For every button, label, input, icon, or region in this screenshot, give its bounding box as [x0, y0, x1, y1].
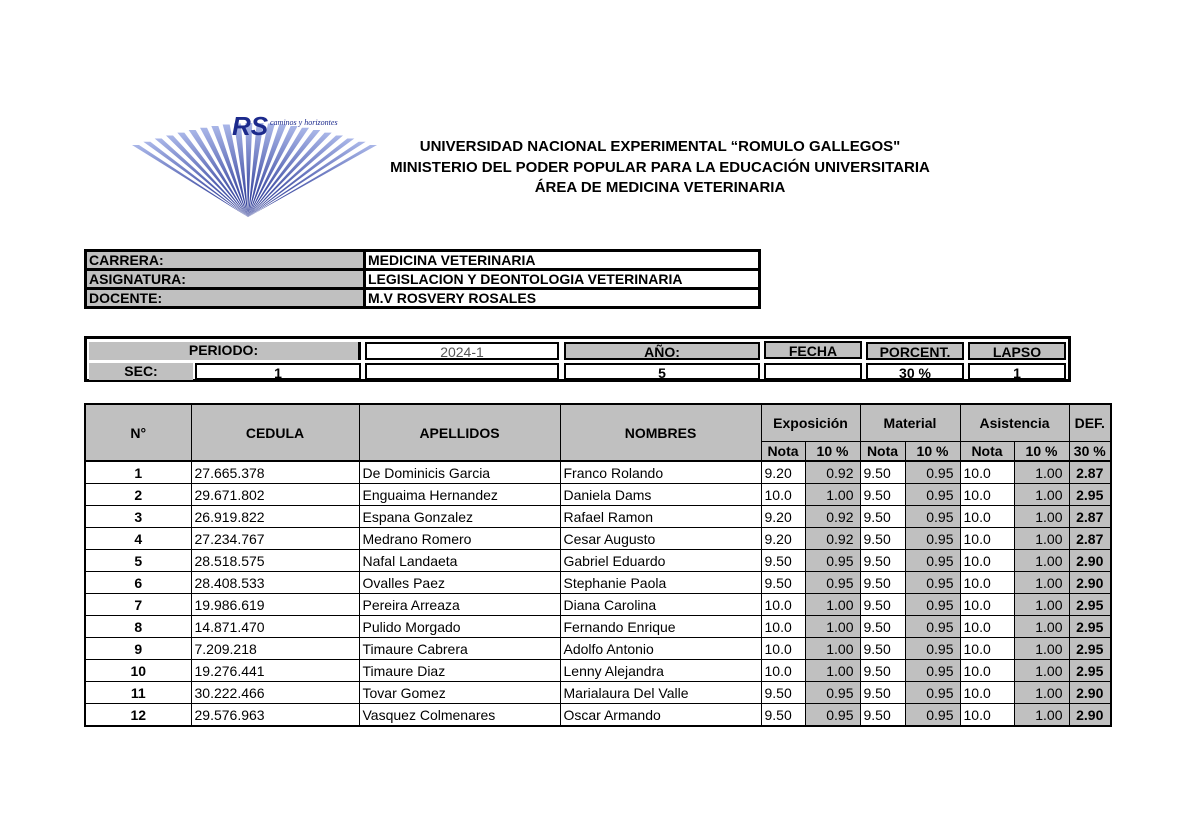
col-mat-nota: Nota — [860, 442, 905, 462]
cell-cedula: 28.408.533 — [191, 572, 359, 594]
cell-nombres: Daniela Dams — [560, 484, 761, 506]
cell-cedula: 26.919.822 — [191, 506, 359, 528]
col-asistencia: Asistencia — [960, 404, 1069, 442]
cell-asi-pct: 1.00 — [1014, 616, 1069, 638]
cell-apellidos: Ovalles Paez — [359, 572, 560, 594]
table-row — [85, 616, 1111, 638]
col-asi-nota: Nota — [960, 442, 1014, 462]
col-exp-pct: 10 % — [805, 442, 860, 462]
cell-apellidos: De Dominicis Garcia — [359, 461, 560, 484]
cell-exp-pct: 0.95 — [805, 572, 860, 594]
cell-exp-nota: 10.0 — [761, 484, 805, 506]
cell-mat-nota: 9.50 — [860, 528, 905, 550]
cell-def: 2.87 — [1069, 528, 1111, 550]
cell-def: 2.90 — [1069, 682, 1111, 704]
col-exposicion: Exposición — [761, 404, 860, 442]
cell-cedula: 19.276.441 — [191, 660, 359, 682]
cell-def: 2.95 — [1069, 594, 1111, 616]
cell-asi-pct: 1.00 — [1014, 550, 1069, 572]
cell-def: 2.95 — [1069, 616, 1111, 638]
cell-def: 2.87 — [1069, 461, 1111, 484]
cell-n: 8 — [85, 616, 191, 638]
cell-apellidos: Espana Gonzalez — [359, 506, 560, 528]
cell-cedula: 29.671.802 — [191, 484, 359, 506]
cell-exp-pct: 1.00 — [805, 594, 860, 616]
cell-mat-nota: 9.50 — [860, 704, 905, 727]
period-info — [84, 336, 1071, 382]
cell-def: 2.95 — [1069, 484, 1111, 506]
cell-exp-nota: 9.20 — [761, 461, 805, 484]
cell-cedula: 19.986.619 — [191, 594, 359, 616]
cell-exp-nota: 10.0 — [761, 638, 805, 660]
cell-mat-pct: 0.95 — [905, 682, 960, 704]
table-row — [85, 528, 1111, 550]
cell-asi-nota: 10.0 — [960, 616, 1014, 638]
cell-cedula: 27.665.378 — [191, 461, 359, 484]
cell-mat-nota: 9.50 — [860, 506, 905, 528]
cell-asi-pct: 1.00 — [1014, 704, 1069, 727]
cell-exp-pct: 0.95 — [805, 550, 860, 572]
cell-apellidos: Tovar Gomez — [359, 682, 560, 704]
course-info — [84, 249, 761, 309]
cell-exp-nota: 10.0 — [761, 616, 805, 638]
sec-label: SEC: — [89, 363, 193, 380]
university-name: UNIVERSIDAD NACIONAL EXPERIMENTAL “ROMULO GALLEGOS" — [419, 138, 901, 155]
cell-apellidos: Medrano Romero — [359, 528, 560, 550]
cell-exp-nota: 9.20 — [761, 528, 805, 550]
svg-text:RS: RS — [232, 111, 269, 141]
cell-cedula: 14.871.470 — [191, 616, 359, 638]
cell-def: 2.95 — [1069, 638, 1111, 660]
cell-def: 2.90 — [1069, 572, 1111, 594]
cell-n: 10 — [85, 660, 191, 682]
cell-mat-nota: 9.50 — [860, 660, 905, 682]
porcent-label: PORCENT. — [866, 342, 964, 360]
cell-exp-nota: 10.0 — [761, 594, 805, 616]
cell-asi-pct: 1.00 — [1014, 484, 1069, 506]
table-row — [85, 506, 1111, 528]
cell-n: 1 — [85, 461, 191, 484]
cell-asi-pct: 1.00 — [1014, 682, 1069, 704]
cell-exp-pct: 1.00 — [805, 660, 860, 682]
cell-asi-nota: 10.0 — [960, 638, 1014, 660]
cell-mat-pct: 0.95 — [905, 528, 960, 550]
cell-cedula: 28.518.575 — [191, 550, 359, 572]
cell-asi-pct: 1.00 — [1014, 461, 1069, 484]
col-n: N° — [85, 404, 191, 461]
cell-nombres: Oscar Armando — [560, 704, 761, 727]
cell-exp-pct: 0.95 — [805, 704, 860, 727]
grades-table — [84, 403, 1112, 727]
table-row — [85, 461, 1111, 484]
cell-mat-pct: 0.95 — [905, 638, 960, 660]
carrera-value: MEDICINA VETERINARIA — [365, 251, 760, 270]
cell-n: 5 — [85, 550, 191, 572]
cell-exp-nota: 9.50 — [761, 572, 805, 594]
cell-mat-nota: 9.50 — [860, 550, 905, 572]
table-row — [85, 550, 1111, 572]
docente-value: M.V ROSVERY ROSALES — [368, 290, 537, 306]
cell-mat-nota: 9.50 — [860, 682, 905, 704]
cell-def: 2.90 — [1069, 704, 1111, 727]
cell-asi-pct: 1.00 — [1014, 572, 1069, 594]
fecha-label: FECHA — [764, 341, 862, 359]
cell-exp-nota: 9.50 — [761, 550, 805, 572]
table-row — [85, 572, 1111, 594]
cell-n: 2 — [85, 484, 191, 506]
table-row — [85, 594, 1111, 616]
anio-label: AÑO: — [564, 342, 760, 360]
cell-nombres: Franco Rolando — [560, 461, 761, 484]
ministry-name: MINISTERIO DEL PODER POPULAR PARA LA EDUCACIÓN UNIVERSITARIA — [390, 159, 930, 176]
cell-asi-nota: 10.0 — [960, 660, 1014, 682]
periodo-extra-cell — [365, 363, 559, 380]
cell-exp-pct: 0.92 — [805, 461, 860, 484]
cell-asi-nota: 10.0 — [960, 704, 1014, 727]
lapso-value: 1 — [968, 363, 1066, 380]
cell-mat-nota: 9.50 — [860, 616, 905, 638]
cell-n: 6 — [85, 572, 191, 594]
cell-apellidos: Pereira Arreaza — [359, 594, 560, 616]
table-row — [85, 682, 1111, 704]
cell-n: 4 — [85, 528, 191, 550]
cell-asi-pct: 1.00 — [1014, 594, 1069, 616]
table-row — [85, 638, 1111, 660]
area-name: ÁREA DE MEDICINA VETERINARIA — [534, 179, 786, 196]
cell-nombres: Adolfo Antonio — [560, 638, 761, 660]
cell-nombres: Gabriel Eduardo — [560, 550, 761, 572]
cell-asi-pct: 1.00 — [1014, 506, 1069, 528]
carrera-label: CARRERA: — [86, 251, 365, 270]
cell-mat-pct: 0.95 — [905, 506, 960, 528]
cell-asi-nota: 10.0 — [960, 506, 1014, 528]
cell-n: 3 — [85, 506, 191, 528]
col-apellidos: APELLIDOS — [359, 404, 560, 461]
logo-tagline: caminos y horizontes — [270, 118, 338, 127]
asignatura-value: LEGISLACION Y DEONTOLOGIA VETERINARIA — [365, 270, 760, 289]
cell-n: 9 — [85, 638, 191, 660]
cell-n: 7 — [85, 594, 191, 616]
cell-mat-nota: 9.50 — [860, 594, 905, 616]
cell-exp-nota: 9.50 — [761, 704, 805, 727]
cell-mat-nota: 9.50 — [860, 461, 905, 484]
cell-nombres: Cesar Augusto — [560, 528, 761, 550]
fecha-value — [764, 363, 862, 380]
col-def-pct: 30 % — [1069, 442, 1111, 462]
cell-apellidos: Enguaima Hernandez — [359, 484, 560, 506]
col-cedula: CEDULA — [191, 404, 359, 461]
cell-asi-nota: 10.0 — [960, 461, 1014, 484]
col-nombres: NOMBRES — [560, 404, 761, 461]
table-row — [85, 704, 1111, 727]
table-row — [85, 484, 1111, 506]
cell-mat-nota: 9.50 — [860, 638, 905, 660]
cell-mat-pct: 0.95 — [905, 550, 960, 572]
cell-nombres: Marialaura Del Valle — [560, 682, 761, 704]
cell-asi-nota: 10.0 — [960, 682, 1014, 704]
col-def: DEF. — [1069, 404, 1111, 442]
cell-mat-pct: 0.95 — [905, 616, 960, 638]
cell-nombres: Diana Carolina — [560, 594, 761, 616]
cell-mat-pct: 0.95 — [905, 461, 960, 484]
cell-apellidos: Vasquez Colmenares — [359, 704, 560, 727]
cell-cedula: 27.234.767 — [191, 528, 359, 550]
cell-mat-nota: 9.50 — [860, 484, 905, 506]
cell-n: 12 — [85, 704, 191, 727]
cell-asi-pct: 1.00 — [1014, 528, 1069, 550]
periodo-value: 2024-1 — [365, 342, 559, 360]
cell-apellidos: Nafal Landaeta — [359, 550, 560, 572]
cell-asi-nota: 10.0 — [960, 594, 1014, 616]
cell-def: 2.87 — [1069, 506, 1111, 528]
cell-n: 11 — [85, 682, 191, 704]
asignatura-label: ASIGNATURA: — [86, 270, 365, 289]
cell-exp-pct: 1.00 — [805, 616, 860, 638]
table-row — [85, 660, 1111, 682]
cell-nombres: Lenny Alejandra — [560, 660, 761, 682]
cell-exp-pct: 1.00 — [805, 484, 860, 506]
periodo-label: PERIODO: — [89, 342, 361, 360]
docente-label: DOCENTE: — [86, 289, 365, 308]
cell-exp-pct: 0.95 — [805, 682, 860, 704]
cell-mat-pct: 0.95 — [905, 660, 960, 682]
cell-exp-pct: 1.00 — [805, 638, 860, 660]
cell-nombres: Stephanie Paola — [560, 572, 761, 594]
cell-asi-pct: 1.00 — [1014, 638, 1069, 660]
cell-cedula: 7.209.218 — [191, 638, 359, 660]
cell-mat-pct: 0.95 — [905, 572, 960, 594]
cell-cedula: 30.222.466 — [191, 682, 359, 704]
anio-value: 5 — [564, 363, 760, 380]
cell-def: 2.95 — [1069, 660, 1111, 682]
cell-exp-nota: 9.20 — [761, 506, 805, 528]
cell-def: 2.90 — [1069, 550, 1111, 572]
cell-cedula: 29.576.963 — [191, 704, 359, 727]
cell-apellidos: Timaure Cabrera — [359, 638, 560, 660]
sec-value: 1 — [195, 363, 361, 380]
cell-apellidos: Timaure Diaz — [359, 660, 560, 682]
cell-nombres: Rafael Ramon — [560, 506, 761, 528]
cell-asi-nota: 10.0 — [960, 528, 1014, 550]
cell-exp-pct: 0.92 — [805, 506, 860, 528]
cell-mat-pct: 0.95 — [905, 594, 960, 616]
cell-mat-pct: 0.95 — [905, 704, 960, 727]
col-exp-nota: Nota — [761, 442, 805, 462]
cell-nombres: Fernando Enrique — [560, 616, 761, 638]
cell-asi-nota: 10.0 — [960, 484, 1014, 506]
lapso-label: LAPSO — [968, 342, 1066, 360]
porcent-value: 30 % — [866, 363, 964, 380]
cell-asi-nota: 10.0 — [960, 572, 1014, 594]
cell-exp-nota: 9.50 — [761, 682, 805, 704]
cell-apellidos: Pulido Morgado — [359, 616, 560, 638]
col-mat-pct: 10 % — [905, 442, 960, 462]
col-material: Material — [860, 404, 960, 442]
cell-exp-nota: 10.0 — [761, 660, 805, 682]
cell-mat-pct: 0.95 — [905, 484, 960, 506]
cell-mat-nota: 9.50 — [860, 572, 905, 594]
cell-asi-nota: 10.0 — [960, 550, 1014, 572]
col-asi-pct: 10 % — [1014, 442, 1069, 462]
cell-asi-pct: 1.00 — [1014, 660, 1069, 682]
cell-exp-pct: 0.92 — [805, 528, 860, 550]
